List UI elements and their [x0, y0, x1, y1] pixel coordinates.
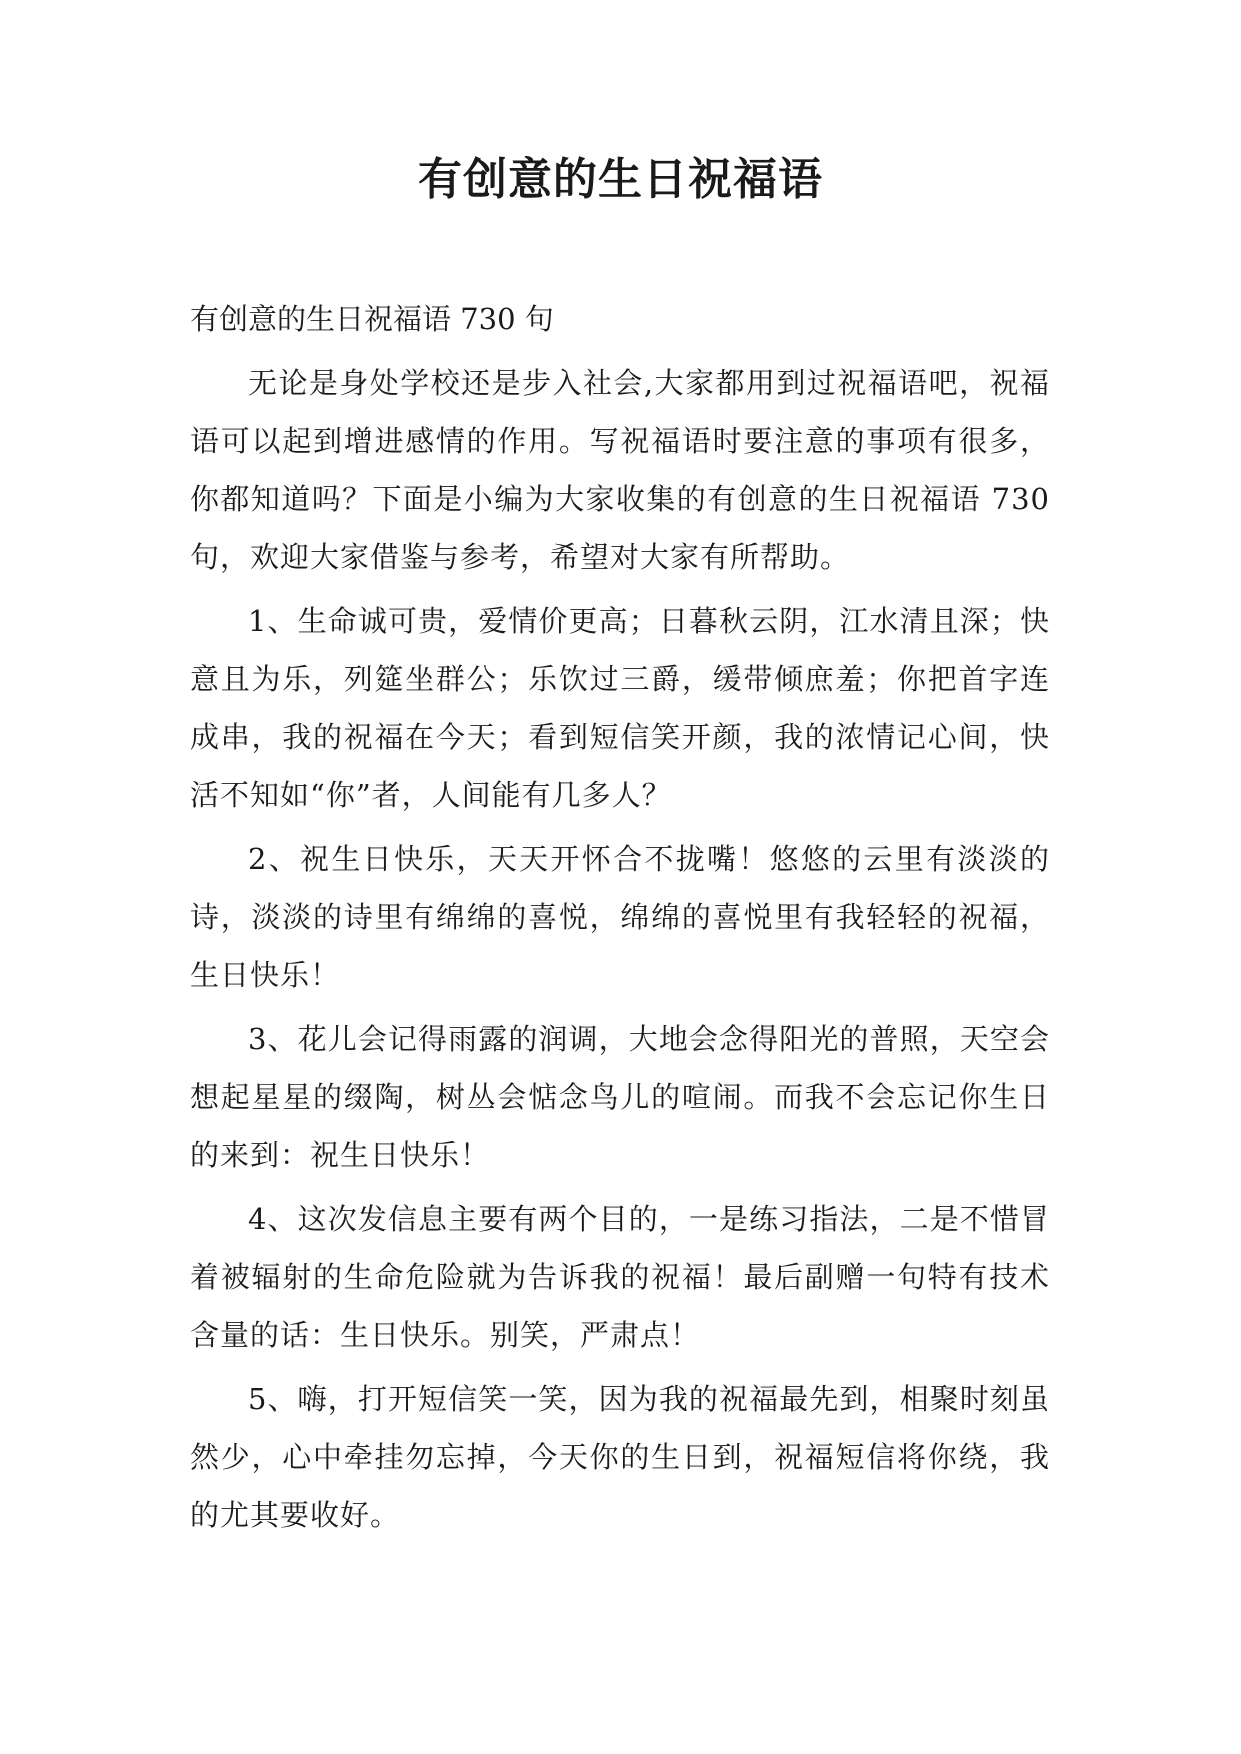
document-subtitle: 有创意的生日祝福语 730 句: [190, 302, 554, 336]
document-title: 有创意的生日祝福语: [418, 154, 823, 205]
paragraph-item-4: 4、这次发信息主要有两个目的，一是练习指法，二是不惜冒着被辐射的生命危险就为告诉我的祝福！最后副赠一句特有技术含量的话：生日快乐。别笑，严肃点！: [190, 1202, 1050, 1352]
paragraph-item-1: 1、生命诚可贵，爱情价更高；日暮秋云阴，江水清且深；快意且为乐，列筵坐群公；乐饮过三爵，缓带倾庶羞；你把首字连成串，我的祝福在今天；看到短信笑开颜，我的浓情记心间，快活不知如“你”者，人间能有几多人？: [190, 604, 1050, 812]
paragraph-item-2: 2、祝生日快乐，天天开怀合不拢嘴！悠悠的云里有淡淡的诗，淡淡的诗里有绵绵的喜悦，绵绵的喜悦里有我轻轻的祝福，生日快乐！: [190, 842, 1050, 992]
paragraph-item-5: 5、嗨，打开短信笑一笑，因为我的祝福最先到，相聚时刻虽然少，心中牵挂勿忘掉，今天你的生日到，祝福短信将你绕，我的尤其要收好。: [190, 1382, 1050, 1532]
paragraph-intro: 无论是身处学校还是步入社会,大家都用到过祝福语吧，祝福语可以起到增进感情的作用。写祝福语时要注意的事项有很多，你都知道吗？下面是小编为大家收集的有创意的生日祝福语 730 句，欢迎大家借鉴与参考，希望对大家有所帮助。: [190, 366, 1050, 574]
paragraph-item-3: 3、花儿会记得雨露的润调，大地会念得阳光的普照，天空会想起星星的缀陶，树丛会惦念鸟儿的喧闹。而我不会忘记你生日的来到：祝生日快乐！: [190, 1022, 1050, 1172]
document-body: [190, 290, 1050, 1544]
